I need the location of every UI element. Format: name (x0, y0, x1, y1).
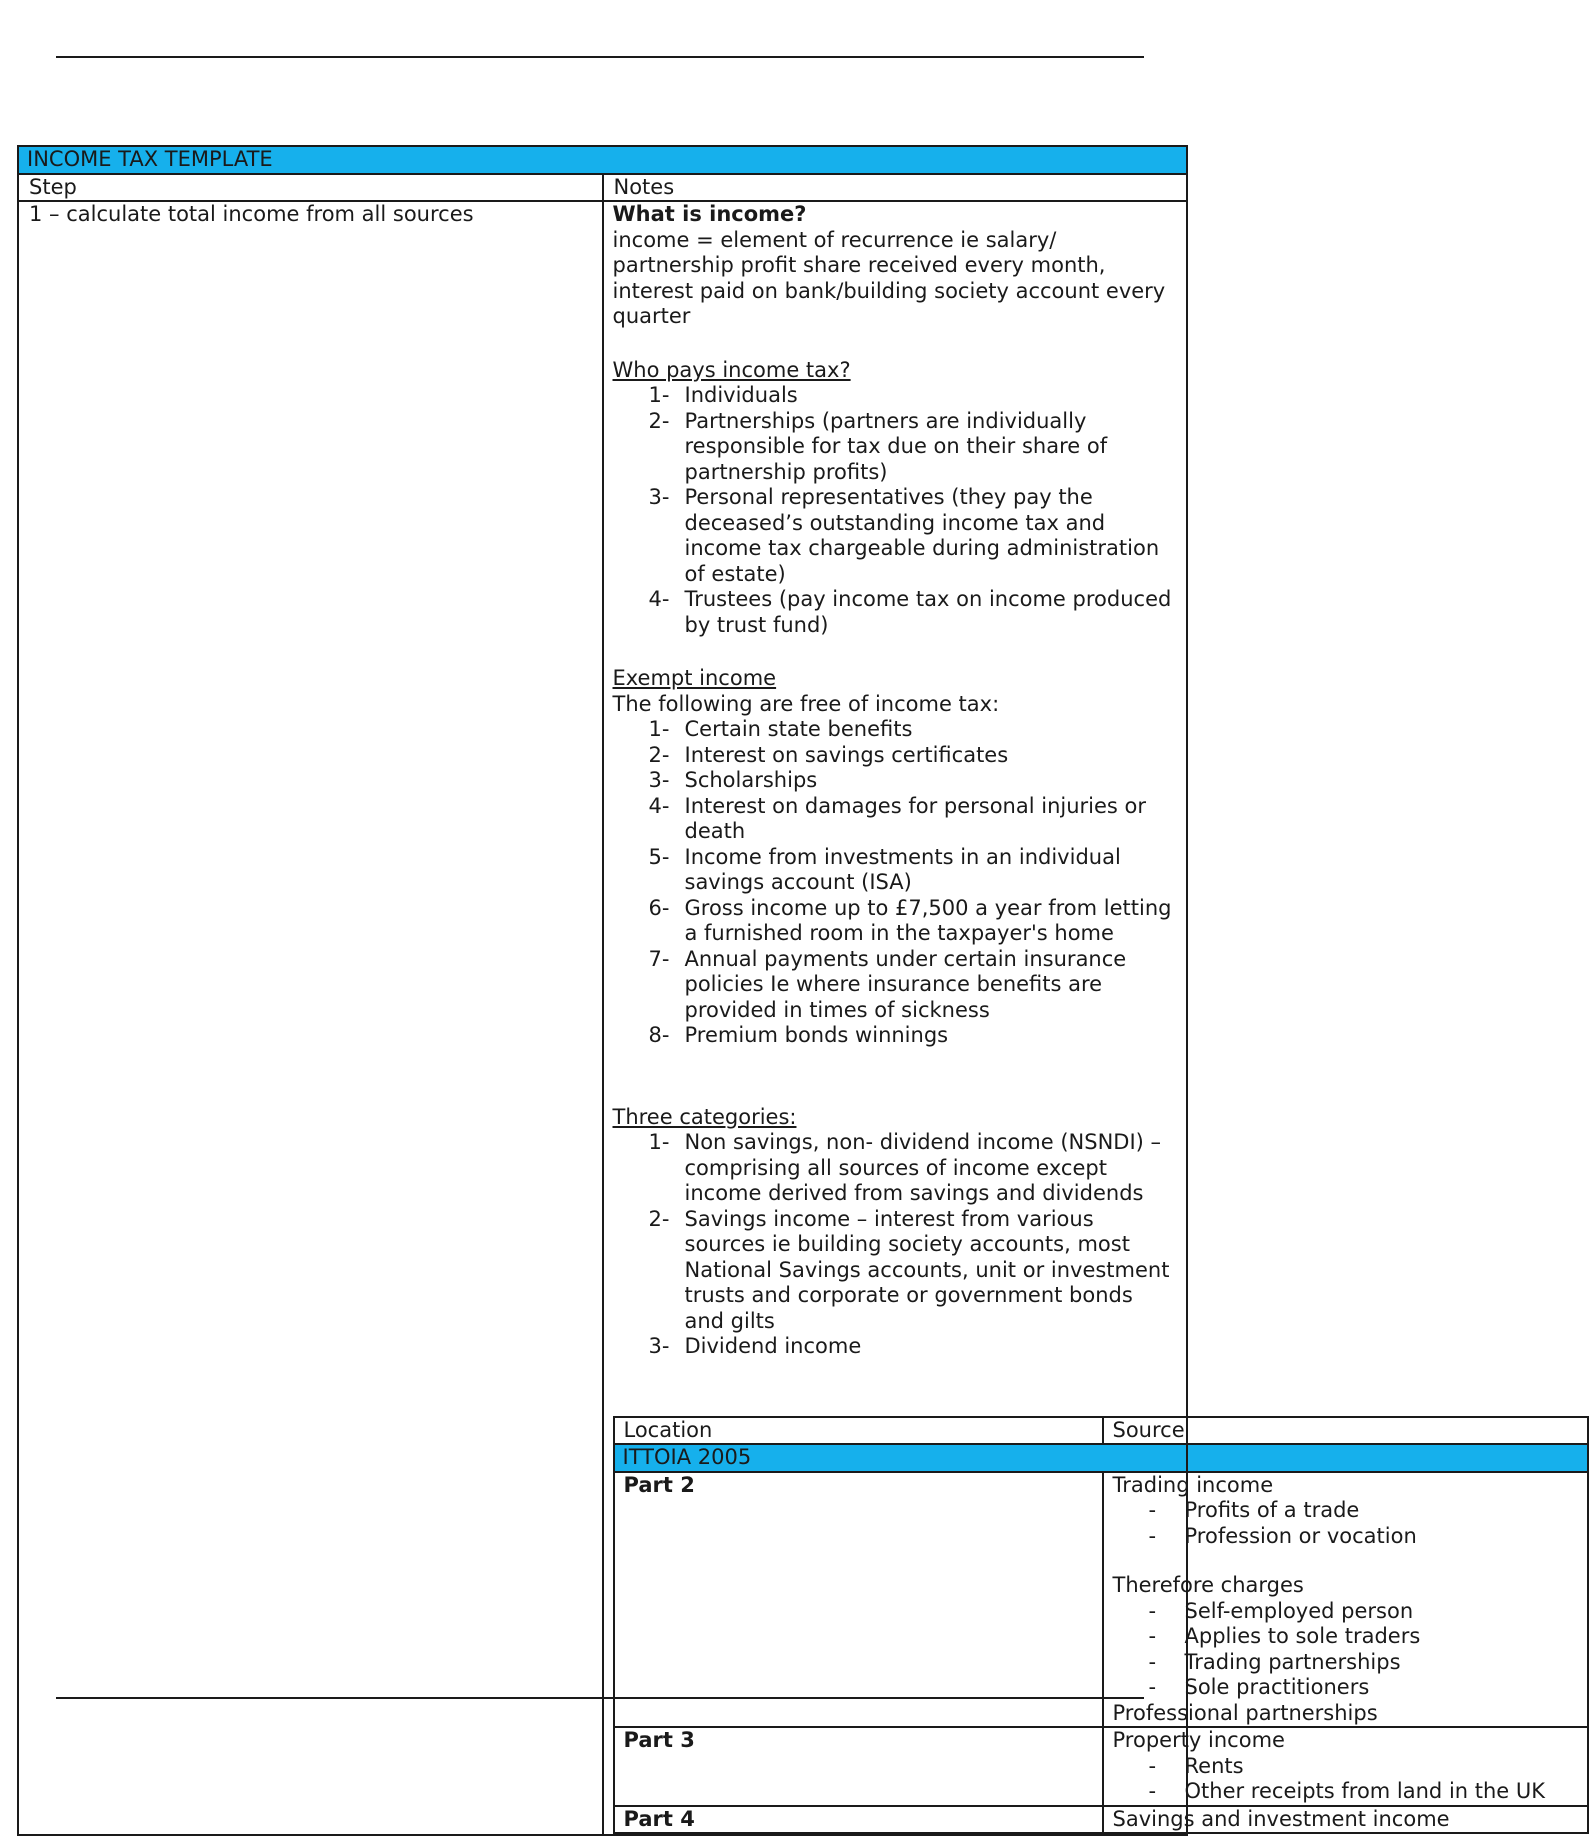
list-item: - Applies to sole traders (1148, 1624, 1421, 1648)
exempt-income-list (613, 717, 1177, 1049)
list-item: 8- Premium bonds winnings (648, 1023, 949, 1047)
part-2-label: Part 2 (614, 1472, 1103, 1728)
list-item: 1- Individuals (648, 383, 798, 407)
col-header-source: Source (1103, 1417, 1588, 1445)
list-item: 1- Non savings, non- dividend income (NSNDI) – comprising all sources of income except income derived from savings and dividends (648, 1130, 1162, 1205)
part-3-source (1103, 1727, 1588, 1806)
list-item: - Self-employed person (1148, 1598, 1414, 1623)
charges-list (1113, 1599, 1587, 1701)
list-item: - Other receipts from land in the UK (1148, 1779, 1546, 1803)
trading-income-list (1113, 1498, 1587, 1549)
list-item: 1- Certain state benefits (648, 717, 913, 741)
list-item: - Profits of a trade (1148, 1498, 1360, 1522)
list-item: 3- Dividend income (648, 1334, 862, 1358)
list-item: 5- Income from investments in an individual savings account (ISA) (648, 844, 1121, 894)
professional-partnerships: Professional partnerships (1112, 1700, 1378, 1725)
list-item: - Rents (1148, 1753, 1244, 1778)
list-item: 2- Interest on savings certificates (648, 742, 1009, 767)
part-2-source (1103, 1472, 1588, 1728)
three-categories-heading: Three categories: (612, 1104, 797, 1129)
col-header-location: Location (614, 1417, 1103, 1445)
part-4-source: Savings and investment income (1103, 1806, 1588, 1834)
table-row (614, 1806, 1588, 1834)
what-is-income-text: income = element of recurrence ie salary/ partnership profit share received every month, interest paid on bank/building society account every quarter (612, 227, 1166, 328)
list-item: 2- Savings income – interest from various sources ie building society accounts, most National Savings accounts, unit or investment trusts and corporate or government bonds and gilts (648, 1206, 1170, 1333)
property-income-list (1113, 1754, 1587, 1805)
who-pays-list (613, 383, 1177, 638)
header-rule (56, 56, 1144, 58)
table-row (614, 1727, 1588, 1806)
table-title: INCOME TAX TEMPLATE (18, 146, 1187, 174)
charges-heading: Therefore charges (1112, 1573, 1304, 1597)
who-pays-heading: Who pays income tax? (612, 357, 851, 382)
footer-rule (56, 1697, 1144, 1699)
trading-income-heading: Trading income (1112, 1472, 1274, 1497)
col-header-notes: Notes (603, 174, 1188, 202)
exempt-income-intro: The following are free of income tax: (612, 691, 1000, 716)
list-item: 7- Annual payments under certain insurance policies Ie where insurance benefits are provided in times of sickness (648, 946, 1127, 1022)
list-item: 4- Interest on damages for personal injuries or death (648, 793, 1147, 843)
part-3-label: Part 3 (614, 1727, 1103, 1806)
col-header-step: Step (18, 174, 603, 202)
list-item: 2- Partnerships (partners are individually responsible for tax due on their share of partnership profits) (648, 408, 1108, 484)
list-item: - Sole practitioners (1148, 1675, 1370, 1699)
list-item: 3- Scholarships (648, 768, 818, 792)
what-is-income-heading: What is income? (612, 202, 807, 226)
list-item: - Profession or vocation (1148, 1523, 1417, 1548)
step-1-label: 1 – calculate total income from all sources (18, 201, 603, 1835)
list-item: 6- Gross income up to £7,500 a year from letting a furnished room in the taxpayer's home (648, 895, 1172, 945)
exempt-income-heading: Exempt income (612, 666, 777, 690)
part-4-label: Part 4 (614, 1806, 1103, 1834)
step-1-notes (603, 201, 1546, 1835)
list-item: - Trading partnerships (1148, 1649, 1401, 1674)
list-item: 4- Trustees (pay income tax on income produced by trust fund) (648, 587, 1172, 637)
list-item: 3- Personal representatives (they pay the deceased’s outstanding income tax and income tax chargeable during administration of estate) (648, 485, 1160, 586)
categories-list (613, 1130, 1177, 1360)
sources-table (613, 1416, 1589, 1835)
ittoia-section-bar: ITTOIA 2005 (614, 1444, 1588, 1472)
property-income-heading: Property income (1112, 1728, 1285, 1752)
table-row (614, 1472, 1588, 1728)
income-tax-template-table (17, 145, 1546, 1836)
